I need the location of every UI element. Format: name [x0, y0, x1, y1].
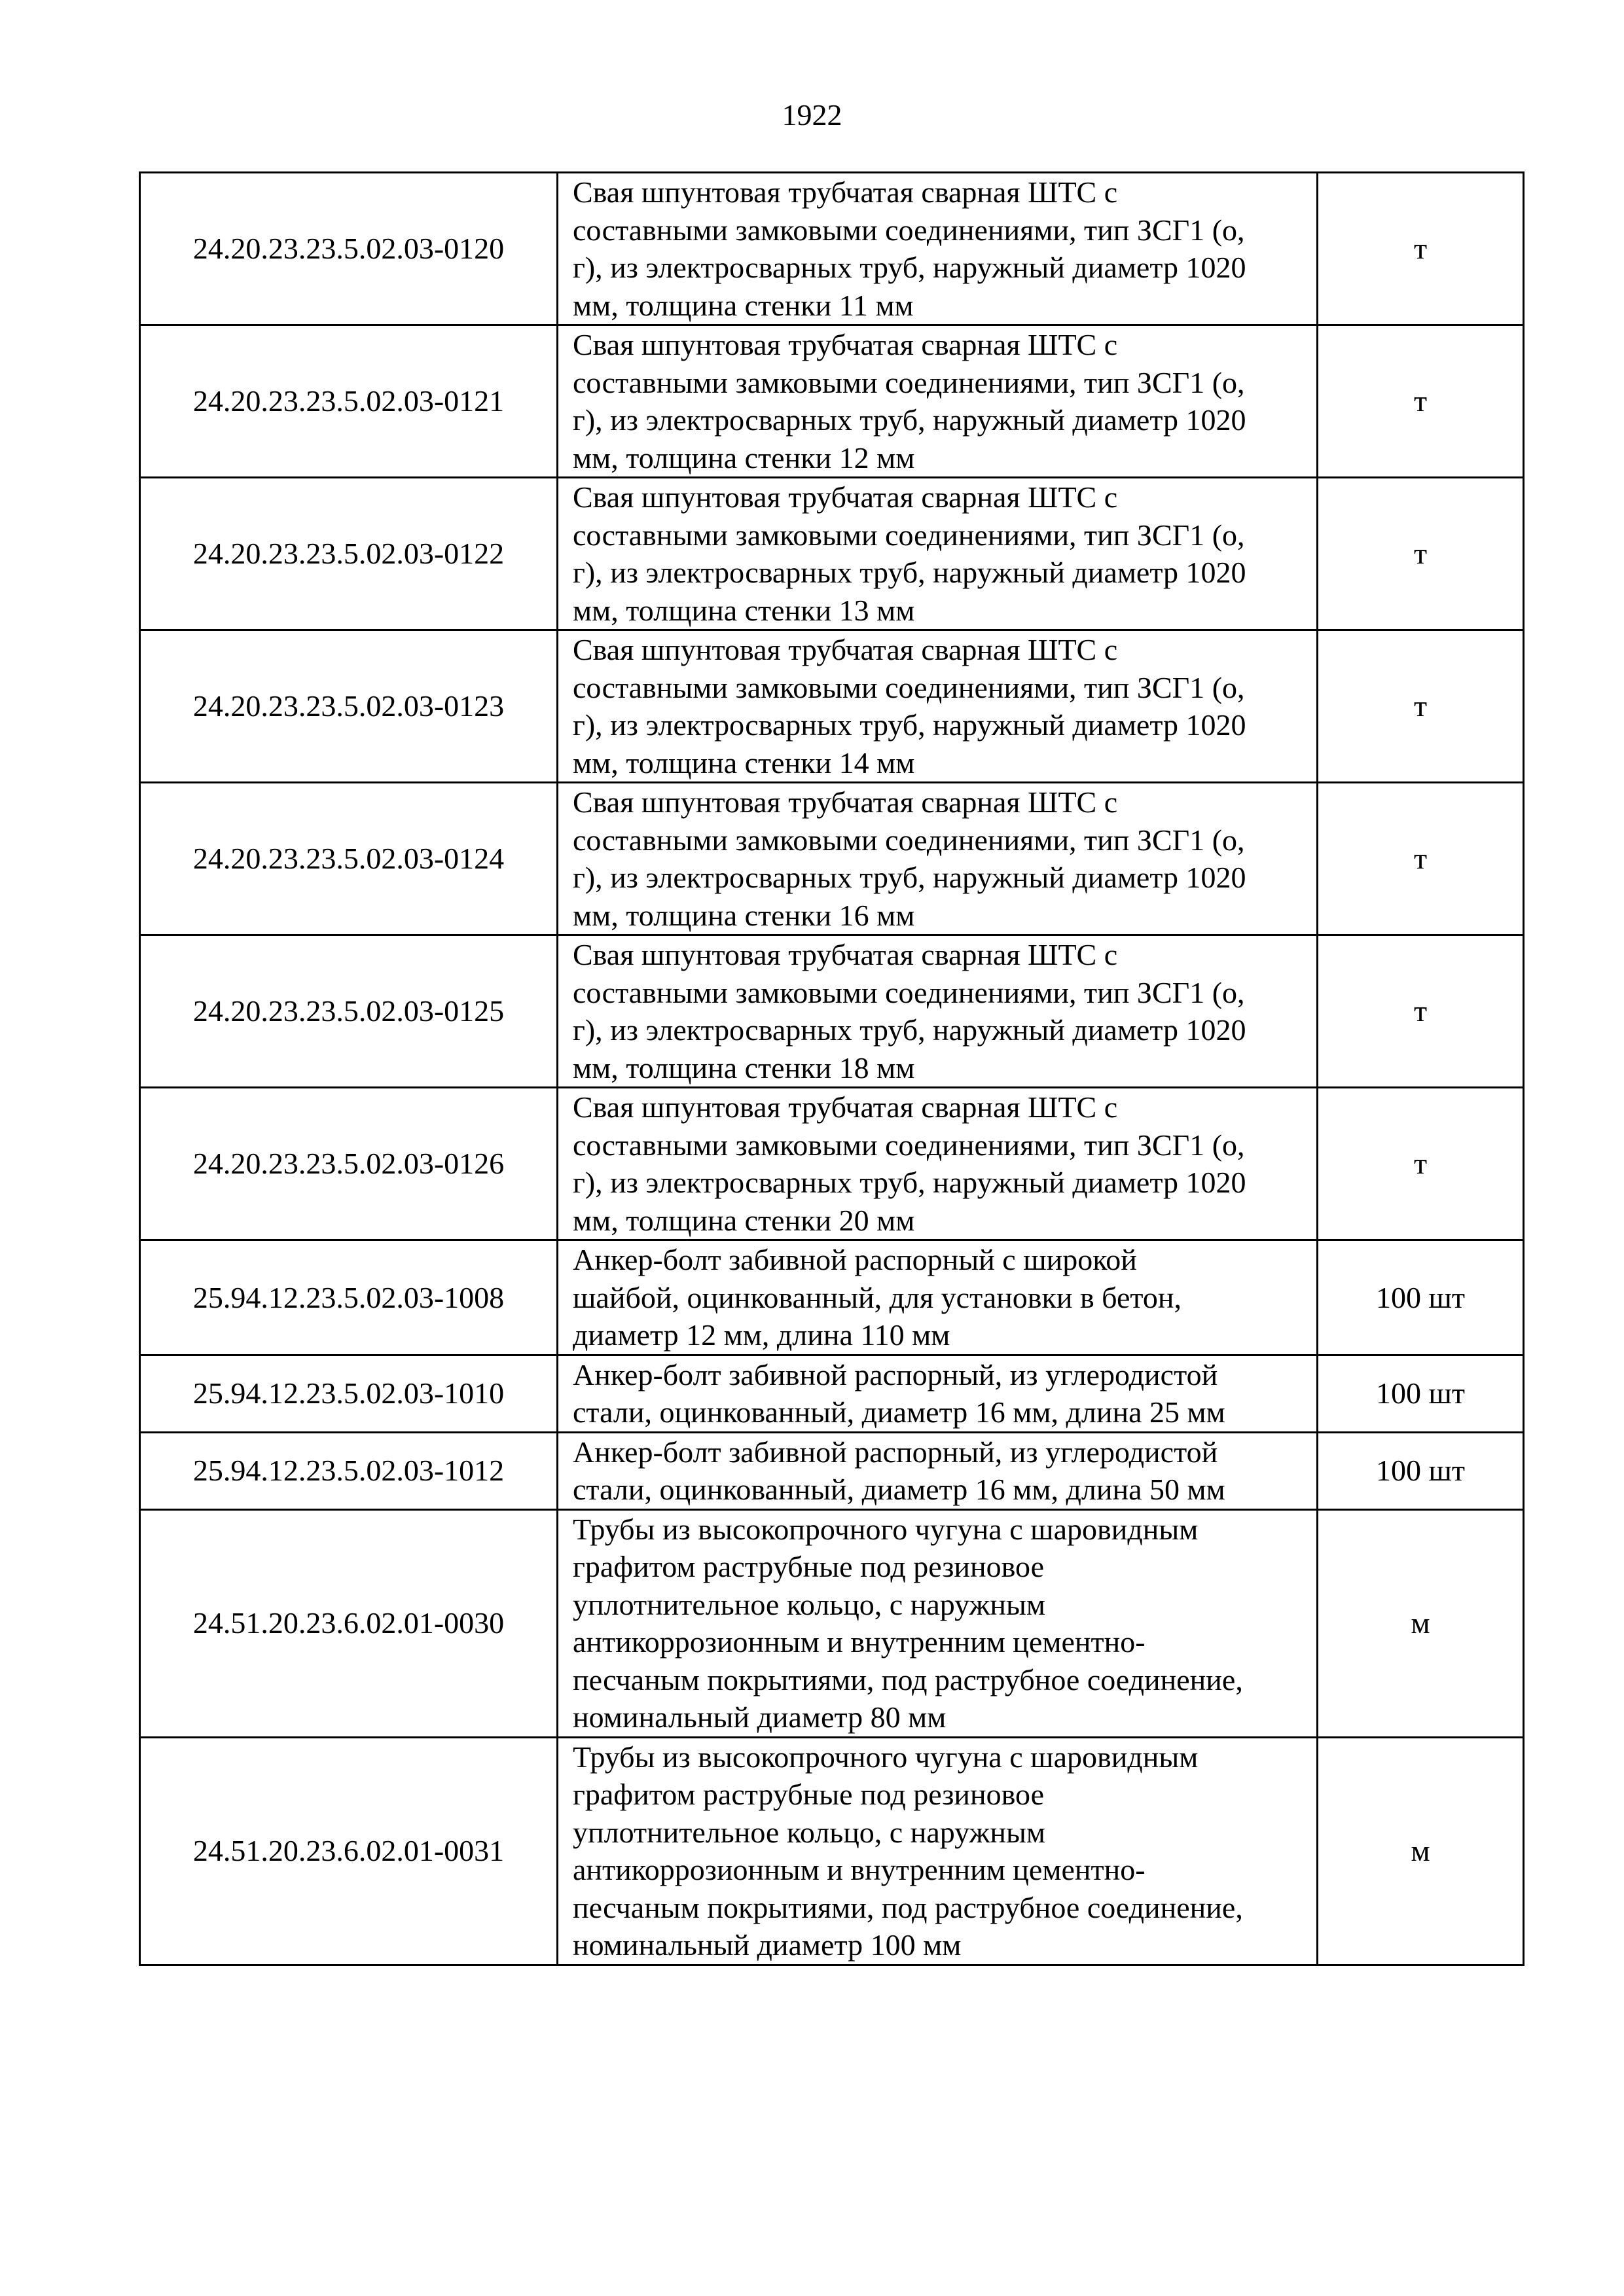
table-row — [140, 1432, 1524, 1509]
description-line: мм, толщина стенки 11 мм — [573, 288, 914, 322]
resource-code: 24.20.23.23.5.02.03-0123 — [140, 630, 558, 783]
description-line: уплотнительное кольцо, с наружным — [573, 1815, 1045, 1849]
table-row — [140, 1355, 1524, 1432]
description-line: составными замковыми соединениями, тип ЗСГ1 (о, — [573, 518, 1245, 552]
description-line: составными замковыми соединениями, тип ЗСГ1 (о, — [573, 823, 1245, 857]
resource-code: 24.51.20.23.6.02.01-0030 — [140, 1509, 558, 1737]
description-line: шайбой, оцинкованный, для установки в бетон, — [573, 1280, 1182, 1314]
description-line: Свая шпунтовая трубчатая сварная ШТС с — [573, 938, 1118, 971]
description-line: антикоррозионным и внутренним цементно- — [573, 1853, 1146, 1886]
table-row — [140, 935, 1524, 1088]
description-line: г), из электросварных труб, наружный диаметр 1020 — [573, 708, 1246, 742]
description-line: мм, толщина стенки 14 мм — [573, 745, 915, 780]
description-line: составными замковыми соединениями, тип ЗСГ1 (о, — [573, 365, 1245, 399]
description-line: составными замковыми соединениями, тип ЗСГ1 (о, — [573, 670, 1245, 704]
description-line: мм, толщина стенки 12 мм — [573, 440, 915, 475]
resource-code: 24.51.20.23.6.02.01-0031 — [140, 1737, 558, 1965]
resource-description — [558, 173, 1318, 325]
unit-of-measure: м — [1318, 1737, 1524, 1965]
description-line: г), из электросварных труб, наружный диаметр 1020 — [573, 1166, 1246, 1199]
table-row — [140, 325, 1524, 478]
resource-description — [558, 783, 1318, 935]
resource-description — [558, 478, 1318, 630]
table-row — [140, 1509, 1524, 1737]
description-line: составными замковыми соединениями, тип ЗСГ1 (о, — [573, 213, 1245, 247]
resource-table — [139, 171, 1525, 1966]
unit-of-measure: м — [1318, 1509, 1524, 1737]
description-line: графитом раструбные под резиновое — [573, 1778, 1045, 1811]
resource-description — [558, 1240, 1318, 1355]
unit-of-measure: 100 шт — [1318, 1355, 1524, 1432]
resource-description — [558, 630, 1318, 783]
description-line: г), из электросварных труб, наружный диаметр 1020 — [573, 403, 1246, 437]
description-line: графитом раструбные под резиновое — [573, 1550, 1045, 1583]
table-row — [140, 783, 1524, 935]
table-row — [140, 630, 1524, 783]
description-line: мм, толщина стенки 13 мм — [573, 593, 915, 627]
description-line: песчаным покрытиями, под раструбное соединение, — [573, 1662, 1243, 1696]
unit-of-measure: т — [1318, 935, 1524, 1088]
unit-of-measure: т — [1318, 783, 1524, 935]
table-row — [140, 1240, 1524, 1355]
description-line: Свая шпунтовая трубчатая сварная ШТС с — [573, 480, 1118, 514]
unit-of-measure: 100 шт — [1318, 1240, 1524, 1355]
resource-code: 25.94.12.23.5.02.03-1012 — [140, 1432, 558, 1509]
description-line: г), из электросварных труб, наружный диаметр 1020 — [573, 556, 1246, 589]
resource-description — [558, 1737, 1318, 1965]
resource-code: 24.20.23.23.5.02.03-0122 — [140, 478, 558, 630]
description-line: антикоррозионным и внутренним цементно- — [573, 1625, 1146, 1659]
description-line: мм, толщина стенки 18 мм — [573, 1050, 915, 1085]
description-line: диаметр 12 мм, длина 110 мм — [573, 1318, 950, 1352]
table-body — [140, 173, 1524, 1965]
table-row — [140, 173, 1524, 325]
resource-description — [558, 1088, 1318, 1240]
description-line: Трубы из высокопрочного чугуна с шаровидным — [573, 1740, 1199, 1774]
description-line: Свая шпунтовая трубчатая сварная ШТС с — [573, 633, 1118, 666]
page-number: 1922 — [782, 98, 842, 132]
resource-code: 24.20.23.23.5.02.03-0121 — [140, 325, 558, 478]
resource-description — [558, 1509, 1318, 1737]
resource-description — [558, 325, 1318, 478]
description-line: номинальный диаметр 80 мм — [573, 1700, 947, 1734]
description-line: мм, толщина стенки 20 мм — [573, 1203, 915, 1237]
description-line: Свая шпунтовая трубчатая сварная ШТС с — [573, 785, 1118, 819]
description-line: г), из электросварных труб, наружный диаметр 1020 — [573, 251, 1246, 284]
description-line: стали, оцинкованный, диаметр 16 мм, длина 50 мм — [573, 1473, 1225, 1506]
description-line: уплотнительное кольцо, с наружным — [573, 1587, 1045, 1621]
resource-code: 24.20.23.23.5.02.03-0125 — [140, 935, 558, 1088]
unit-of-measure: 100 шт — [1318, 1432, 1524, 1509]
description-line: песчаным покрытиями, под раструбное соединение, — [573, 1890, 1243, 1924]
unit-of-measure: т — [1318, 1088, 1524, 1240]
description-line: Свая шпунтовая трубчатая сварная ШТС с — [573, 175, 1118, 209]
description-line: Анкер-болт забивной распорный, из углеродистой — [573, 1357, 1218, 1391]
table-row — [140, 1088, 1524, 1240]
description-line: Анкер-болт забивной распорный с широкой — [573, 1243, 1137, 1276]
description-line: мм, толщина стенки 16 мм — [573, 898, 915, 932]
resource-description — [558, 935, 1318, 1088]
description-line: Свая шпунтовая трубчатая сварная ШТС с — [573, 328, 1118, 361]
unit-of-measure: т — [1318, 173, 1524, 325]
description-line: г), из электросварных труб, наружный диаметр 1020 — [573, 1013, 1246, 1047]
description-line: составными замковыми соединениями, тип ЗСГ1 (о, — [573, 975, 1245, 1009]
description-line: Свая шпунтовая трубчатая сварная ШТС с — [573, 1090, 1118, 1124]
description-line: г), из электросварных труб, наружный диаметр 1020 — [573, 861, 1246, 894]
description-line: Анкер-болт забивной распорный, из углеродистой — [573, 1435, 1218, 1469]
description-line: составными замковыми соединениями, тип ЗСГ1 (о, — [573, 1128, 1245, 1162]
unit-of-measure: т — [1318, 325, 1524, 478]
description-line: номинальный диаметр 100 мм — [573, 1928, 962, 1962]
resource-description — [558, 1432, 1318, 1509]
table-row — [140, 1737, 1524, 1965]
resource-description — [558, 1355, 1318, 1432]
resource-code: 25.94.12.23.5.02.03-1008 — [140, 1240, 558, 1355]
resource-code: 24.20.23.23.5.02.03-0120 — [140, 173, 558, 325]
resource-code: 25.94.12.23.5.02.03-1010 — [140, 1355, 558, 1432]
resource-code: 24.20.23.23.5.02.03-0126 — [140, 1088, 558, 1240]
unit-of-measure: т — [1318, 478, 1524, 630]
description-line: стали, оцинкованный, диаметр 16 мм, длина 25 мм — [573, 1395, 1225, 1429]
description-line: Трубы из высокопрочного чугуна с шаровидным — [573, 1512, 1199, 1546]
table-row — [140, 478, 1524, 630]
resource-code: 24.20.23.23.5.02.03-0124 — [140, 783, 558, 935]
unit-of-measure: т — [1318, 630, 1524, 783]
